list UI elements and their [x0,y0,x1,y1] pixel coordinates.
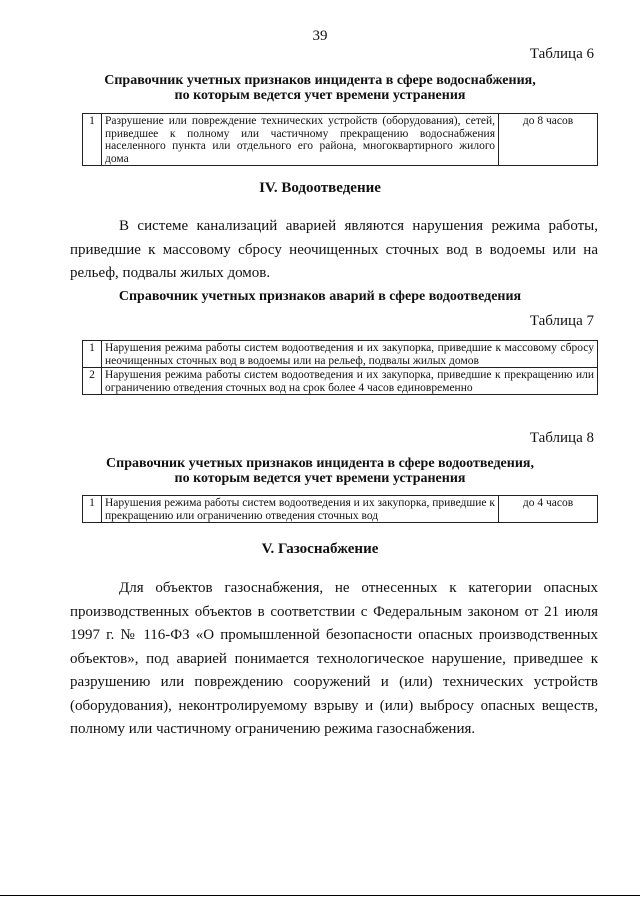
section-5-title: V. Газоснабжение [261,541,379,557]
row-description: Нарушения режима работы систем водоотведения и их закупорка, приведшие к прекращению или ограничению отведения сточных вод [102,496,499,523]
row-number: 1 [83,341,102,368]
table-6-heading-line-1: Справочник учетных признаков инцидента в сфере водоснабжения, [104,73,536,88]
table-7-label: Таблица 7 [529,313,594,329]
row-description: Нарушения режима работы систем водоотведения и их закупорка, приведшие к массовому сбросу неочищенных сточных вод в водоемы или на рельеф, подвалы жилых домов [102,341,598,368]
table-row [83,114,598,166]
table-6-heading-line-2: по которым ведется учет времени устранения [174,88,466,103]
table-8-heading [30,456,610,486]
row-number: 1 [83,114,102,166]
table-8-label: Таблица 8 [529,430,594,446]
table-6 [82,113,598,166]
section-4-title: IV. Водоотведение [259,180,381,196]
row-description: Нарушения режима работы систем водоотведения и их закупорка, приведшие к прекращению или ограничению отведения сточных вод на срок более 4 часов единовременно [102,368,598,395]
table-row [83,341,598,368]
table-8-heading-line-1: Справочник учетных признаков инцидента в сфере водоотведения, [106,456,534,471]
page-number: 39 [312,28,328,44]
table-row [83,368,598,395]
bottom-edge-line [0,895,640,896]
row-number: 2 [83,368,102,395]
table-8 [82,495,598,523]
section-5-paragraph: Для объектов газоснабжения, не отнесенных к категории опасных производственных объектов в соответствии с Федеральным законом от 21 июля 1997 г. № 116-ФЗ «О промышленной безопасности опасных производственных объектов», под аварией понимается технологическое нарушение, приведшее к разрушению или повреждению сооружений и (или) технических устройств (оборудования), неконтролируемому взрыву и (или) выбросу опасных веществ, полному или частичному ограничению режима газоснабжения. [70,580,598,737]
row-resolution-time: до 8 часов [499,114,598,166]
section-4-paragraph: В системе канализаций аварией являются нарушения режима работы, приведшие к массовому сбросу неочищенных сточных вод в водоемы или на рельеф, подвалы жилых домов. [70,218,598,281]
table-6-label: Таблица 6 [529,46,594,62]
table-7-heading: Справочник учетных признаков аварий в сфере водоотведения [118,289,522,304]
row-number: 1 [83,496,102,523]
table-row [83,496,598,523]
table-8-heading-line-2: по которым ведется учет времени устранения [174,471,466,486]
row-description: Разрушение или повреждение технических устройств (оборудования), сетей, приведшее к полному или частичному прекращению водоснабжения населенного пункта или отдельного его района, многоквартирного жилого дома [102,114,499,166]
table-7 [82,340,598,395]
table-6-heading [30,73,610,103]
row-resolution-time: до 4 часов [499,496,598,523]
